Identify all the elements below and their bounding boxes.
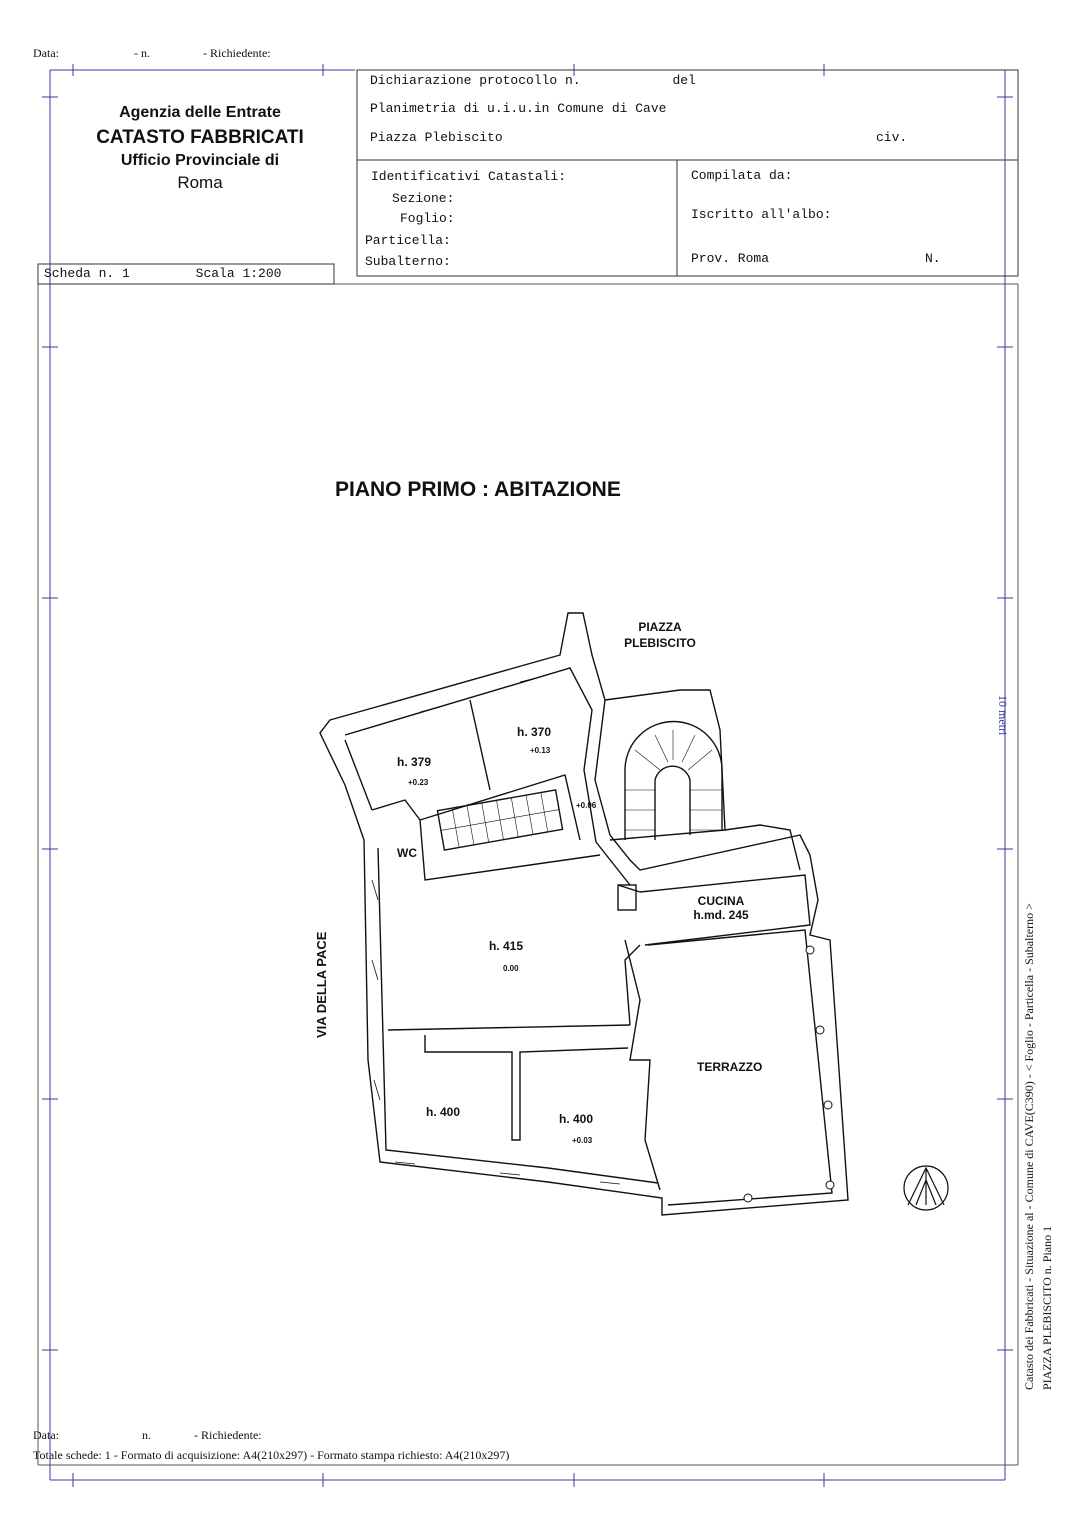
- scheda-box: [44, 266, 281, 281]
- catasto-title: CATASTO FABBRICATI: [96, 127, 304, 148]
- ufficio-city: Roma: [177, 173, 223, 192]
- side-text-line1: Catasto dei Fabbricati - Situazione al - Comune di CAVE(C390) - < Foglio - Particella - Subalterno >: [1022, 903, 1036, 1390]
- particella-label: Particella:: [365, 233, 451, 248]
- planimetria-line: Planimetria di u.i.u.in Comune di Cave: [370, 101, 667, 116]
- bottom-request-line: [33, 1428, 262, 1443]
- cucina-height: h.md. 245: [693, 908, 749, 922]
- identificativi-title: Identificativi Catastali:: [371, 169, 567, 184]
- subalterno-label: Subalterno:: [365, 254, 451, 269]
- room-379-level: +0.23: [408, 778, 429, 787]
- inner-wall-west-south: [378, 848, 658, 1183]
- n-label: - n.: [134, 46, 150, 60]
- agency-block: [65, 104, 335, 193]
- room-400-east-height: h. 400: [559, 1112, 594, 1126]
- piazza-line1: PIAZZA: [638, 620, 682, 634]
- room-370-height: h. 370: [517, 725, 552, 739]
- address-line: Piazza Plebiscito: [370, 130, 503, 145]
- protocol-label: Dichiarazione protocollo n.: [370, 73, 581, 88]
- bottom-richiedente-label: - Richiedente:: [194, 1428, 262, 1442]
- protocol-line: [370, 73, 696, 88]
- agency-name: Agenzia delle Entrate: [119, 104, 281, 121]
- cucina-name: CUCINA: [697, 894, 745, 908]
- ufficio-label: Ufficio Provinciale di: [120, 152, 280, 169]
- room-379-height: h. 379: [397, 755, 432, 769]
- albo-label: Iscritto all'albo:: [691, 207, 832, 222]
- cucina-label: [686, 894, 756, 922]
- hall-height: h. 415: [489, 939, 524, 953]
- protocol-del: del: [672, 73, 696, 88]
- scale-bar-label: 10 metri: [996, 695, 1010, 736]
- data-label: Data:: [33, 46, 59, 60]
- richiedente-label: - Richiedente:: [203, 46, 271, 60]
- plan-title: PIANO PRIMO : ABITAZIONE: [335, 478, 621, 501]
- side-text-line2: PIAZZA PLEBISCITO n. Piano 1: [1040, 1225, 1054, 1390]
- bottom-n-label: n.: [142, 1428, 151, 1442]
- terrazzo-label: TERRAZZO: [697, 1060, 763, 1074]
- wc-label: WC: [397, 846, 417, 860]
- inner-frame: [38, 284, 1018, 1465]
- sezione-label: Sezione:: [392, 191, 455, 206]
- piazza-label: [615, 620, 705, 650]
- room-400-west-height: h. 400: [426, 1105, 461, 1119]
- prov-label: Prov. Roma: [691, 251, 770, 266]
- foglio-label: Foglio:: [400, 211, 455, 226]
- compilata-title: Compilata da:: [691, 168, 793, 183]
- room-400-east-level: +0.03: [572, 1136, 593, 1145]
- landing-level: +0.06: [576, 801, 597, 810]
- room-370-level: +0.13: [530, 746, 551, 755]
- piazza-line2: PLEBISCITO: [624, 636, 696, 650]
- hall-level: 0.00: [503, 964, 519, 973]
- totale-schede-line: Totale schede: 1 - Formato di acquisizione: A4(210x297) - Formato stampa richiesto: A4(210x297): [33, 1448, 510, 1462]
- north-arrow-icon: [904, 1166, 948, 1210]
- prov-n-label: N.: [925, 251, 941, 266]
- civ-label: civ.: [876, 130, 908, 145]
- scheda-number: Scheda n. 1: [44, 266, 130, 281]
- scheda-scale: Scala 1:200: [195, 266, 282, 281]
- bottom-data-label: Data:: [33, 1428, 59, 1442]
- via-label: VIA DELLA PACE: [314, 931, 329, 1038]
